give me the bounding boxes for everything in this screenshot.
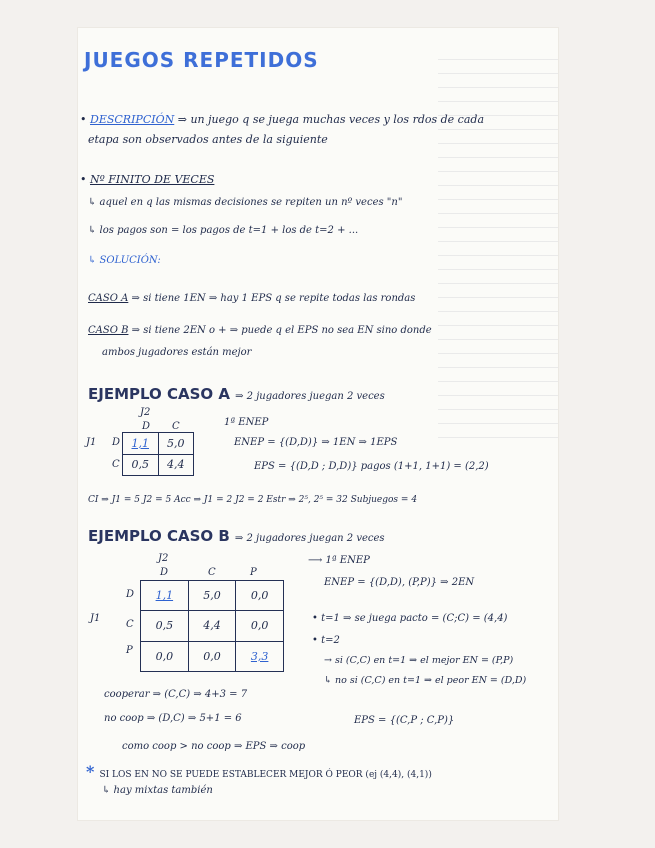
ejemplo-a-header xyxy=(88,386,385,402)
ejemplo-a-matrix xyxy=(122,432,194,476)
ejemplo-b-col-p: P xyxy=(250,567,257,578)
ejemplo-b-j2: J2 xyxy=(158,553,169,564)
ejemplo-a-j2: J2 xyxy=(140,407,151,418)
caso-a-text: ⇒ si tiene 1EN ⇒ hay 1 EPS q se repite todas las rondas xyxy=(131,293,416,304)
finito-line1: ↳ aquel en q las mismas decisiones se repiten un nº veces "n" xyxy=(88,197,403,208)
caso-a-line xyxy=(88,294,415,304)
payoff-cell: 4,4 xyxy=(188,611,236,641)
ejemplo-b-cooperar: cooperar ⇒ (C,C) ⇒ 4+3 = 7 xyxy=(104,689,248,700)
caso-b-line xyxy=(88,326,432,336)
ejemplo-a-sub: ⇒ 2 jugadores juegan 2 veces xyxy=(235,391,385,402)
notebook-page xyxy=(78,28,558,820)
ejemplo-b-row-d: D xyxy=(126,589,135,600)
payoff-cell: 1,1 xyxy=(123,433,159,455)
finito-label: Nº FINITO DE VECES xyxy=(90,173,215,186)
descripcion-line2: etapa son observados antes de la siguiente xyxy=(88,133,328,146)
ejemplo-b-j1: J1 xyxy=(90,613,101,624)
caso-b-line2: ambos jugadores están mejor xyxy=(102,347,252,358)
ejemplo-b-header xyxy=(88,528,385,544)
ejemplo-b-nocoop: no coop ⇒ (D,C) ⇒ 5+1 = 6 xyxy=(104,713,242,724)
ejemplo-a-heading: EJEMPLO CASO A xyxy=(88,385,230,403)
ejemplo-a-col-d: D xyxy=(142,421,151,432)
ejemplo-b-comp: como coop > no coop ⇒ EPS ⇒ coop xyxy=(122,741,306,752)
solucion-label: ↳ SOLUCIÓN: xyxy=(88,255,161,266)
descripcion-line1: ⇒ un juego q se juega muchas veces y los rdos de cada xyxy=(177,113,485,126)
ejemplo-a-enep: ENEP = {(D,D)} ⇒ 1EN ⇒ 1EPS xyxy=(234,437,398,448)
bullet-finito: • Nº FINITO DE VECES xyxy=(80,173,215,186)
ejemplo-b-nosi: ↳ no si (C,C) en t=1 ⇒ el peor EN = (D,D) xyxy=(324,675,527,686)
descripcion-label: DESCRIPCIÓN xyxy=(90,113,175,126)
payoff-cell: 0,0 xyxy=(141,641,189,671)
ejemplo-b-heading: EJEMPLO CASO B xyxy=(88,527,230,545)
finito-line2: ↳ los pagos son = los pagos de t=1 + los de t=2 + ... xyxy=(88,225,359,236)
ejemplo-b-sub: ⇒ 2 jugadores juegan 2 veces xyxy=(234,533,385,544)
ejemplo-b-t1: • t=1 ⇒ se juega pacto = (C;C) = (4,4) xyxy=(312,613,508,624)
ejemplo-b-note2: ↳ hay mixtas también xyxy=(102,785,213,796)
page-title: JUEGOS REPETIDOS xyxy=(84,48,319,72)
payoff-cell: 1,1 xyxy=(141,581,189,611)
payoff-cell: 4,4 xyxy=(158,454,194,476)
ejemplo-b-note1: SI LOS EN NO SE PUEDE ESTABLECER MEJOR Ó PEOR (ej (4,4), (4,1)) xyxy=(99,770,432,780)
payoff-cell: 5,0 xyxy=(188,581,236,611)
ejemplo-b-matrix xyxy=(140,580,284,672)
payoff-cell: 0,0 xyxy=(236,581,284,611)
ejemplo-b-t2: • t=2 xyxy=(312,635,340,646)
payoff-cell: 5,0 xyxy=(158,433,194,455)
ejemplo-b-enep: ENEP = {(D,D), (P,P)} ⇒ 2EN xyxy=(324,577,475,588)
caso-b-line1: ⇒ si tiene 2EN o + ⇒ puede q el EPS no sea EN sino donde xyxy=(131,325,432,336)
ejemplo-a-bottom: CI ⇒ J1 = 5 J2 = 5 Acc ⇒ J1 = 2 J2 = 2 Estr ⇒ 2⁵, 2⁵ = 32 Subjuegos = 4 xyxy=(88,495,418,505)
ejemplo-b-first: ⟶ 1ª ENEP xyxy=(308,555,370,566)
caso-a-label: CASO A xyxy=(88,293,129,304)
caso-b-label: CASO B xyxy=(88,325,129,336)
ejemplo-a-eps: EPS = {(D,D ; D,D)} pagos (1+1, 1+1) = (2,2) xyxy=(254,461,489,472)
payoff-cell: 0,0 xyxy=(188,641,236,671)
ejemplo-b-row-p: P xyxy=(126,645,133,656)
ejemplo-a-row-d: D xyxy=(112,437,121,448)
ejemplo-a-col-c: C xyxy=(172,421,180,432)
ejemplo-b-row-c: C xyxy=(126,619,134,630)
payoff-cell: 0,5 xyxy=(123,454,159,476)
bullet-descripcion: • DESCRIPCIÓN ⇒ un juego q se juega muchas veces y los rdos de cada xyxy=(80,113,485,126)
ejemplo-b-eps: EPS = {(C,P ; C,P)} xyxy=(354,715,455,726)
ejemplo-a-row-c: C xyxy=(112,459,120,470)
asterisk-icon: * xyxy=(86,762,95,781)
payoff-cell: 0,0 xyxy=(236,611,284,641)
ejemplo-b-si: → si (C,C) en t=1 ⇒ el mejor EN = (P,P) xyxy=(324,655,514,666)
payoff-cell: 0,5 xyxy=(141,611,189,641)
ejemplo-a-first: 1ª ENEP xyxy=(224,417,269,428)
ejemplo-b-col-c: C xyxy=(208,567,216,578)
ejemplo-b-col-d: D xyxy=(160,567,169,578)
ejemplo-b-note xyxy=(86,764,432,780)
ejemplo-a-j1: J1 xyxy=(86,437,97,448)
payoff-cell: 3,3 xyxy=(236,641,284,671)
